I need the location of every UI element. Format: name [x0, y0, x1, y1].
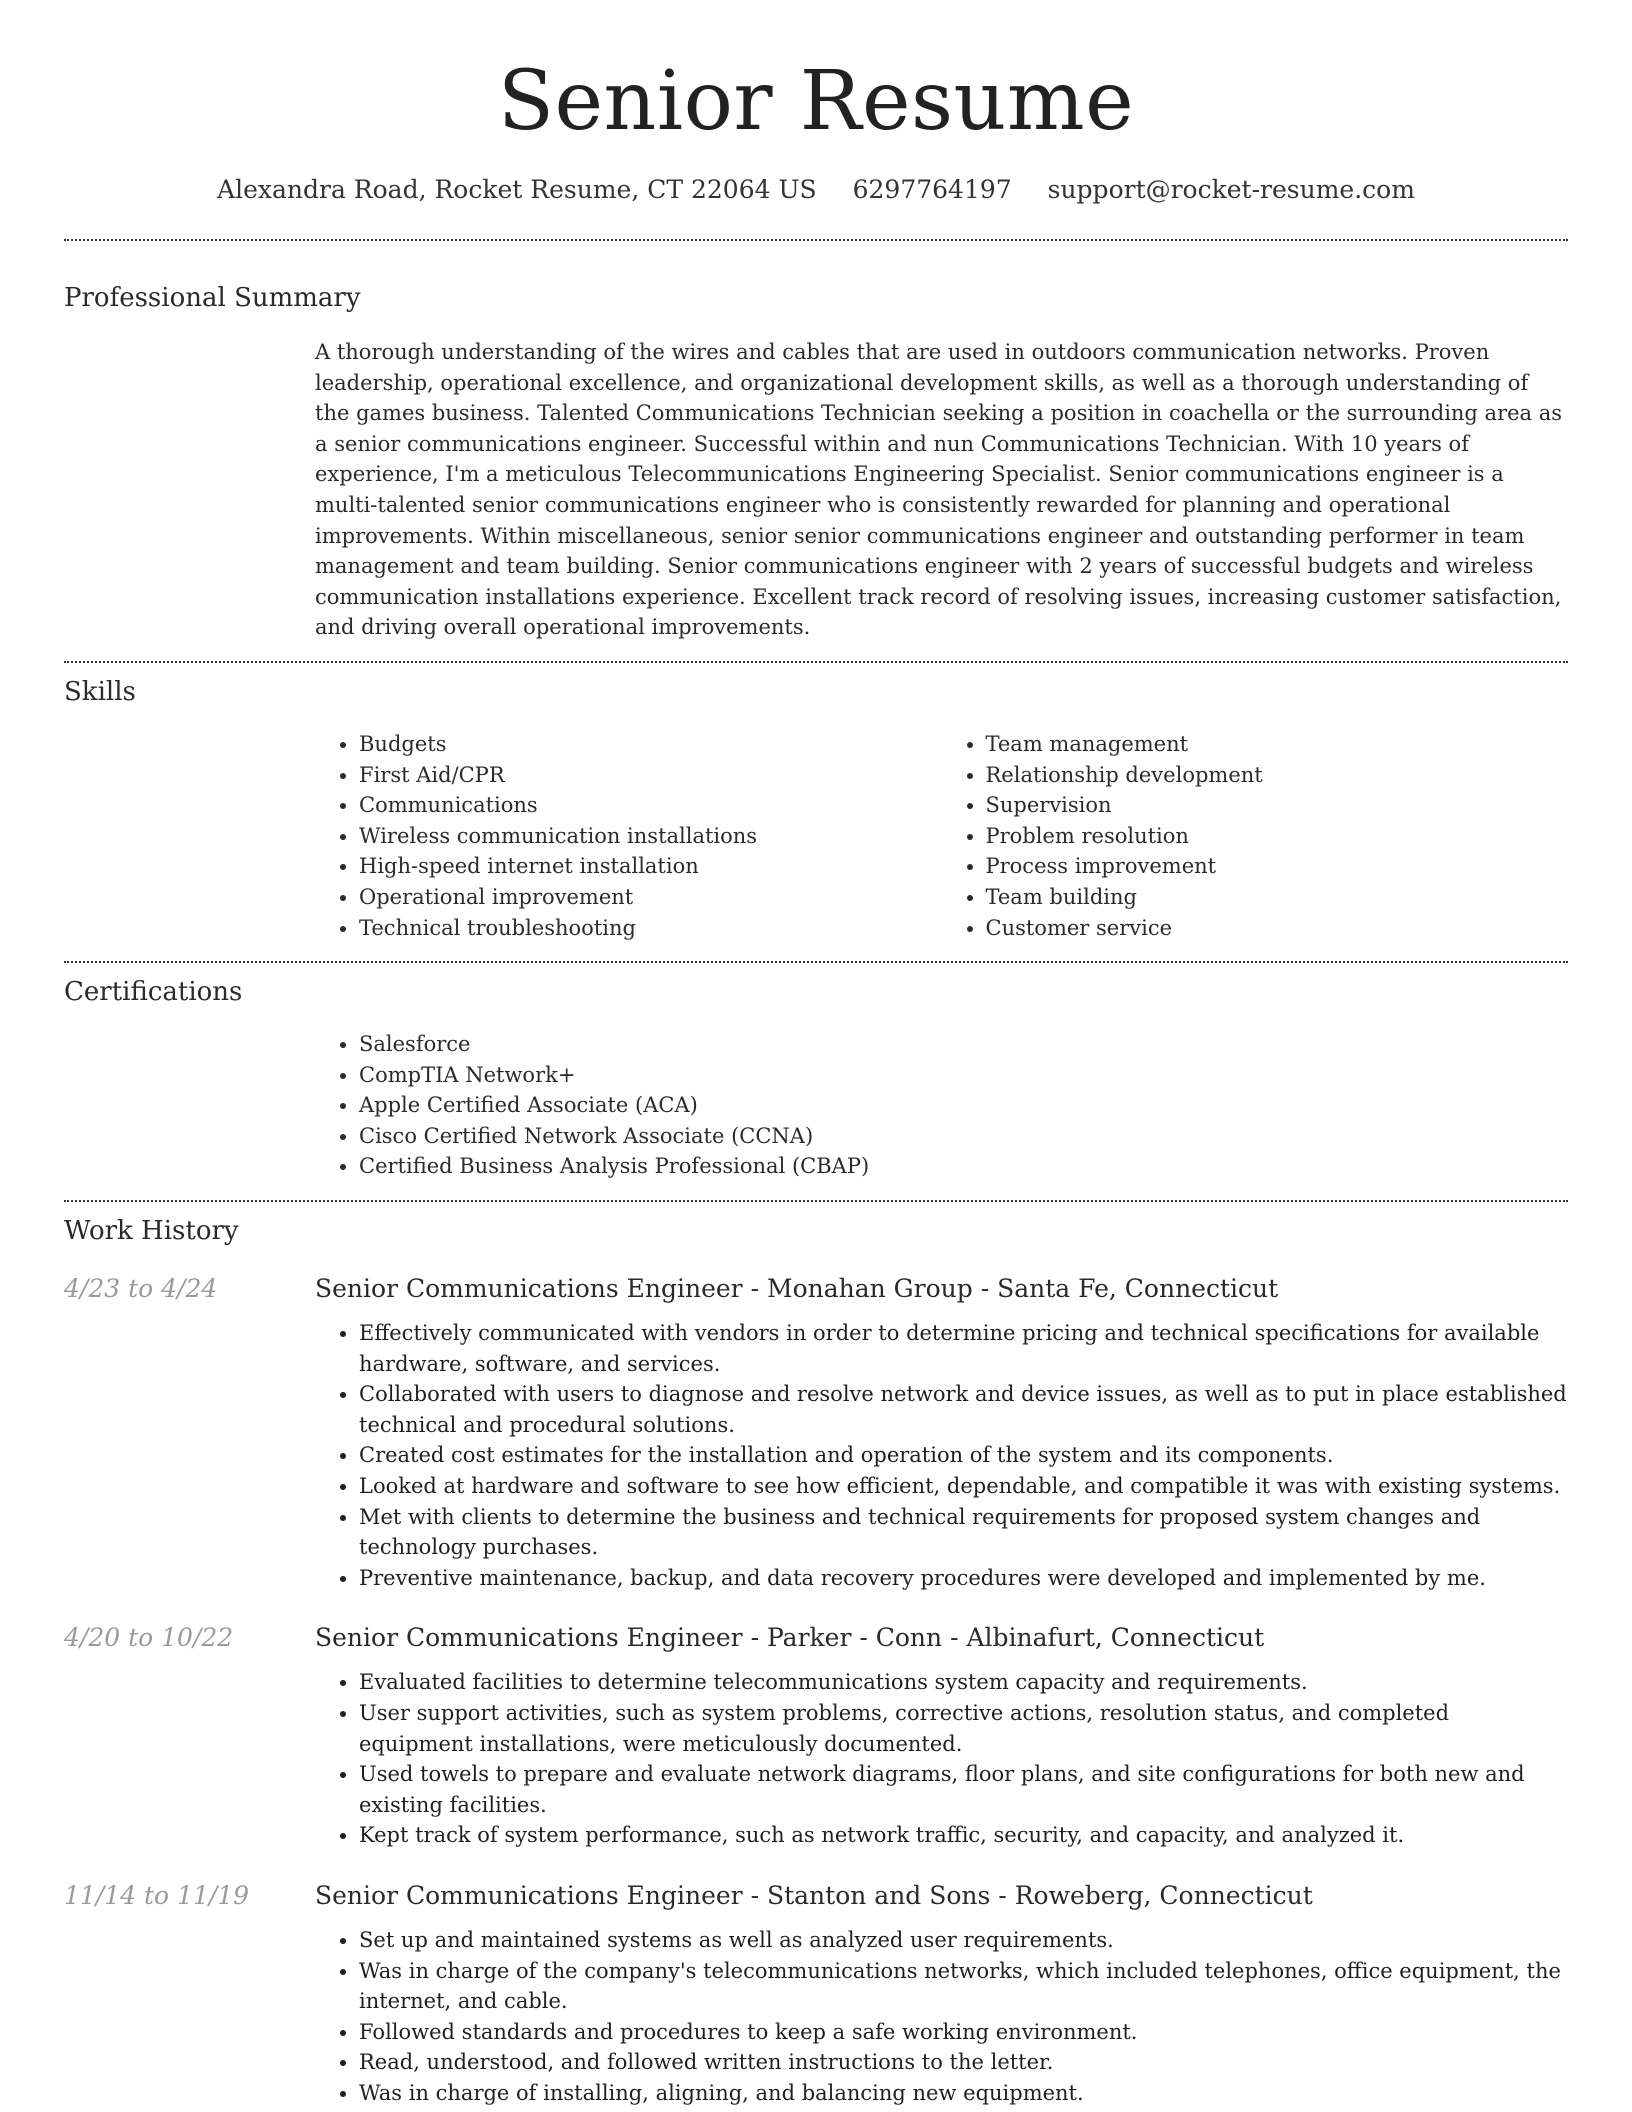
job-bullet: • Followed standards and procedures to keep a safe working environment.: [359, 2017, 1568, 2048]
job-bullets: [315, 1667, 1568, 1851]
job-title: Senior Communications Engineer - Stanton and Sons - Roweberg, Connecticut: [315, 1880, 1313, 1910]
work-history-section: [64, 1214, 1568, 2108]
skill-item: • First Aid/CPR: [359, 760, 942, 791]
job-bullet: • Was in charge of the company's telecommunications networks, which included telephones, office equipment, the internet, and cable.: [359, 1956, 1568, 2017]
skill-item: • Customer service: [986, 913, 1569, 944]
skill-item: • Relationship development: [986, 760, 1569, 791]
resume-page: [64, 0, 1568, 2109]
skill-item: • Team management: [986, 729, 1569, 760]
work-history-heading: Work History: [64, 1216, 239, 1247]
certification-item: • Cisco Certified Network Associate (CCNA): [359, 1121, 1568, 1152]
divider: [64, 1200, 1568, 1202]
divider: [64, 239, 1568, 241]
job-bullet: • Collaborated with users to diagnose and resolve network and device issues, as well as to put in place established technical and procedural solutions.: [359, 1379, 1568, 1440]
skill-item: • Budgets: [359, 729, 942, 760]
summary-text: A thorough understanding of the wires and cables that are used in outdoors communication networks. Proven leadership, operational excellence, and organizational development skills, as well as a thorough understanding of the games business. Talented Communications Technician seeking a position in coachella or the surrounding area as a senior communications engineer. Successful within and nun Communications Technician. With 10 years of experience, I'm a meticulous Telecommunications Engineering Specialist. Senior communications engineer is a multi-talented senior communications engineer who is consistently rewarded for planning and operational improvements. Within miscellaneous, senior senior communications engineer and outstanding performer in team management and team building. Senior communications engineer with 2 years of successful budgets and wireless communication installations experience. Excellent track record of resolving issues, increasing customer satisfaction, and driving overall operational improvements.: [315, 340, 1563, 640]
skill-item: • Problem resolution: [986, 821, 1569, 852]
certifications-heading: Certifications: [64, 977, 243, 1008]
contact-address: Alexandra Road, Rocket Resume, CT 22064 US: [217, 175, 817, 204]
job-bullet: • Preventive maintenance, backup, and data recovery procedures were developed and implemented by me.: [359, 1563, 1568, 1594]
job-header: [64, 1621, 1568, 1655]
job-title: Senior Communications Engineer - Monahan Group - Santa Fe, Connecticut: [315, 1274, 1279, 1304]
contact-phone: 6297764197: [852, 175, 1012, 204]
skill-item: • Team building: [986, 882, 1569, 913]
job-bullet: • Set up and maintained systems as well as analyzed user requirements.: [359, 1925, 1568, 1956]
divider: [64, 961, 1568, 963]
summary-heading: Professional Summary: [64, 283, 361, 313]
skills-columns: [315, 729, 1568, 943]
job-bullet: • Looked at hardware and software to see how efficient, dependable, and compatible it was with existing systems.: [359, 1471, 1568, 1502]
job-bullets: [315, 1318, 1568, 1593]
job-bullet: • Evaluated facilities to determine telecommunications system capacity and requirements.: [359, 1667, 1568, 1698]
job-bullet: • Used towels to prepare and evaluate network diagrams, floor plans, and site configurations for both new and existing facilities.: [359, 1759, 1568, 1820]
job-bullets: [315, 1925, 1568, 2109]
job-header: [64, 1272, 1568, 1306]
skills-section: [64, 675, 1568, 943]
skill-item: • Technical troubleshooting: [359, 913, 942, 944]
certifications-body: [315, 1029, 1568, 1182]
job-bullet: • Met with clients to determine the business and technical requirements for proposed system changes and technology purchases.: [359, 1502, 1568, 1563]
certification-item: • CompTIA Network+: [359, 1060, 1568, 1091]
job-bullet: • Kept track of system performance, such as network traffic, security, and capacity, and analyzed it.: [359, 1820, 1568, 1851]
job-bullet: • Effectively communicated with vendors in order to determine pricing and technical specifications for available hardware, software, and services.: [359, 1318, 1568, 1379]
summary-section: [64, 281, 1568, 643]
job-bullet: • Read, understood, and followed written instructions to the letter.: [359, 2047, 1568, 2078]
job-entry: [64, 1621, 1568, 1851]
job-bullet: • User support activities, such as system problems, corrective actions, resolution status, and completed equipment installations, were meticulously documented.: [359, 1698, 1568, 1759]
skill-item: • Communications: [359, 790, 942, 821]
contact-email: support@rocket-resume.com: [1047, 175, 1415, 204]
divider: [64, 661, 1568, 663]
certifications-section: [64, 975, 1568, 1182]
job-entry: [64, 1879, 1568, 2109]
job-entry: [64, 1272, 1568, 1593]
skill-item: • Operational improvement: [359, 882, 942, 913]
skill-item: • High-speed internet installation: [359, 851, 942, 882]
job-dates: 4/20 to 10/22: [64, 1623, 234, 1653]
skills-heading: Skills: [64, 676, 136, 707]
job-title: Senior Communications Engineer - Parker - Conn - Albinafurt, Connecticut: [315, 1623, 1265, 1653]
job-dates: 4/23 to 4/24: [64, 1274, 218, 1304]
job-dates: 11/14 to 11/19: [64, 1880, 250, 1910]
certification-item: • Apple Certified Associate (ACA): [359, 1090, 1568, 1121]
skill-item: • Supervision: [986, 790, 1569, 821]
contact-line: [64, 172, 1568, 208]
job-bullet: • Was in charge of installing, aligning, and balancing new equipment.: [359, 2078, 1568, 2109]
job-header: [64, 1879, 1568, 1913]
resume-title: Senior Resume: [497, 54, 1135, 149]
skills-list-right: [942, 729, 1569, 943]
certification-item: • Certified Business Analysis Professional (CBAP): [359, 1151, 1568, 1182]
skill-item: • Process improvement: [986, 851, 1569, 882]
skill-item: • Wireless communication installations: [359, 821, 942, 852]
skills-list-left: [315, 729, 942, 943]
certifications-list: [315, 1029, 1568, 1182]
certification-item: • Salesforce: [359, 1029, 1568, 1060]
job-bullet: • Created cost estimates for the installation and operation of the system and its components.: [359, 1440, 1568, 1471]
